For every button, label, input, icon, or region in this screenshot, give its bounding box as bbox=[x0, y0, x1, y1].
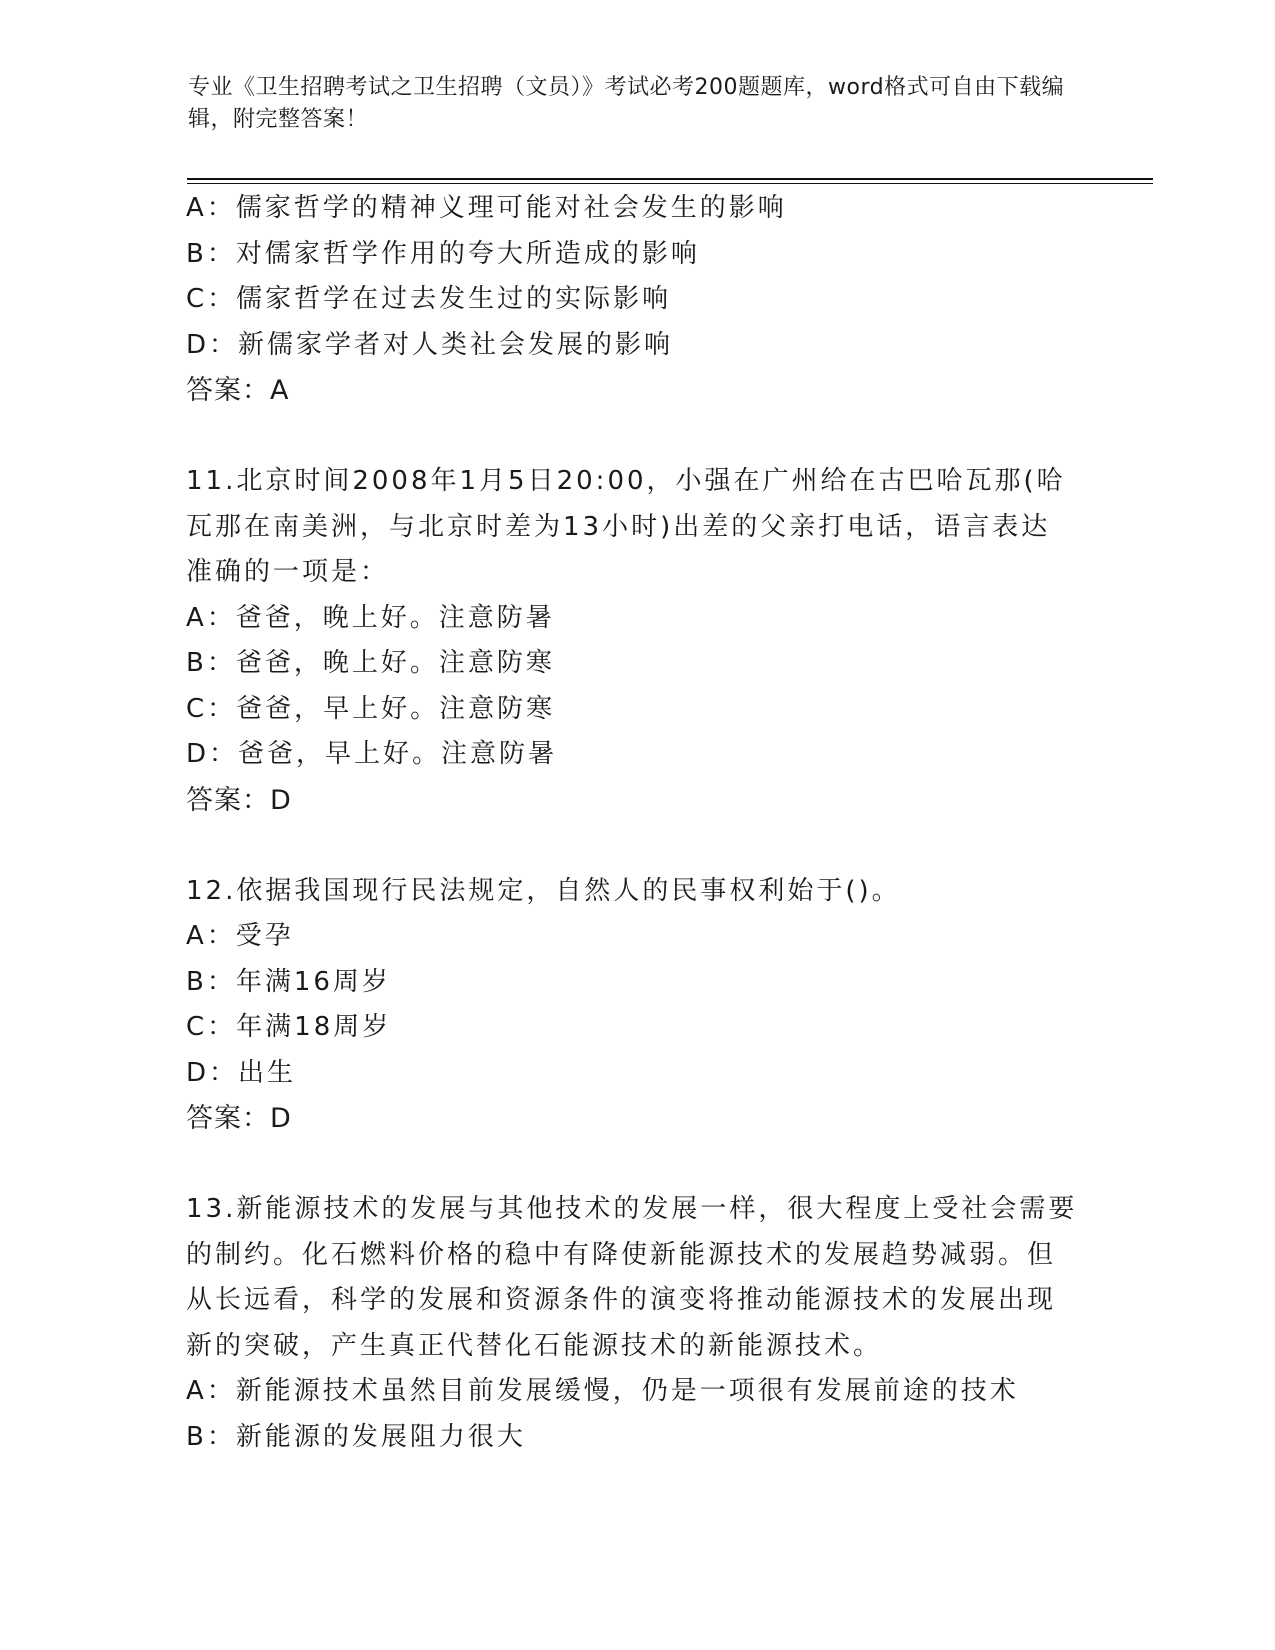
option-a: A：儒家哲学的精神义理可能对社会发生的影响 bbox=[186, 193, 787, 223]
option-c: C：年满18周岁 bbox=[186, 1012, 392, 1042]
question-10 bbox=[186, 186, 1096, 414]
question-stem-line: 准确的一项是： bbox=[186, 557, 390, 587]
question-list bbox=[186, 186, 1096, 1460]
question-stem-line: 从长远看，科学的发展和资源条件的演变将推动能源技术的发展出现 bbox=[186, 1285, 1057, 1315]
header-rule-thin bbox=[187, 183, 1153, 184]
question-stem-line: 11.北京时间2008年1月5日20:00，小强在广州给在古巴哈瓦那(哈 bbox=[186, 466, 1066, 496]
spacer bbox=[186, 1142, 1096, 1188]
option-d: D：新儒家学者对人类社会发展的影响 bbox=[186, 329, 674, 360]
question-stem-line: 12.依据我国现行民法规定，自然人的民事权利始于()。 bbox=[186, 875, 901, 906]
answer: 答案：D bbox=[186, 784, 292, 816]
question-stem-line: 新的突破，产生真正代替化石能源技术的新能源技术。 bbox=[186, 1330, 883, 1361]
question-stem-line: 13.新能源技术的发展与其他技术的发展一样，很大程度上受社会需要 bbox=[186, 1194, 1078, 1224]
option-b: B：爸爸，晚上好。注意防寒 bbox=[186, 648, 555, 678]
option-b: B：对儒家哲学作用的夸大所造成的影响 bbox=[186, 238, 700, 269]
option-c: C：儒家哲学在过去发生过的实际影响 bbox=[186, 284, 672, 314]
question-11 bbox=[186, 459, 1096, 823]
option-a: A：新能源技术虽然目前发展缓慢，仍是一项很有发展前途的技术 bbox=[186, 1376, 1019, 1406]
document-header: 专业《卫生招聘考试之卫生招聘（文员）》考试必考200题题库，word格式可自由下载编辑，附完整答案！ bbox=[188, 75, 1065, 132]
question-12 bbox=[186, 869, 1096, 1142]
option-b: B：新能源的发展阻力很大 bbox=[186, 1421, 526, 1452]
answer: 答案：A bbox=[186, 375, 290, 406]
question-stem-line: 瓦那在南美洲，与北京时差为13小时)出差的父亲打电话，语言表达 bbox=[186, 511, 1051, 542]
option-a: A：受孕 bbox=[186, 921, 294, 951]
option-d: D：爸爸，早上好。注意防暑 bbox=[186, 739, 558, 769]
header-rule-thick bbox=[187, 178, 1153, 180]
question-13 bbox=[186, 1187, 1096, 1460]
option-c: C：爸爸，早上好。注意防寒 bbox=[186, 693, 556, 724]
option-b: B：年满16周岁 bbox=[186, 966, 391, 997]
spacer bbox=[186, 414, 1096, 460]
answer: 答案：D bbox=[186, 1103, 292, 1134]
question-stem-line: 的制约。化石燃料价格的稳中有降使新能源技术的发展趋势减弱。但 bbox=[186, 1239, 1057, 1270]
option-d: D：出生 bbox=[186, 1057, 297, 1088]
spacer bbox=[186, 823, 1096, 869]
option-a: A：爸爸，晚上好。注意防暑 bbox=[186, 602, 555, 633]
